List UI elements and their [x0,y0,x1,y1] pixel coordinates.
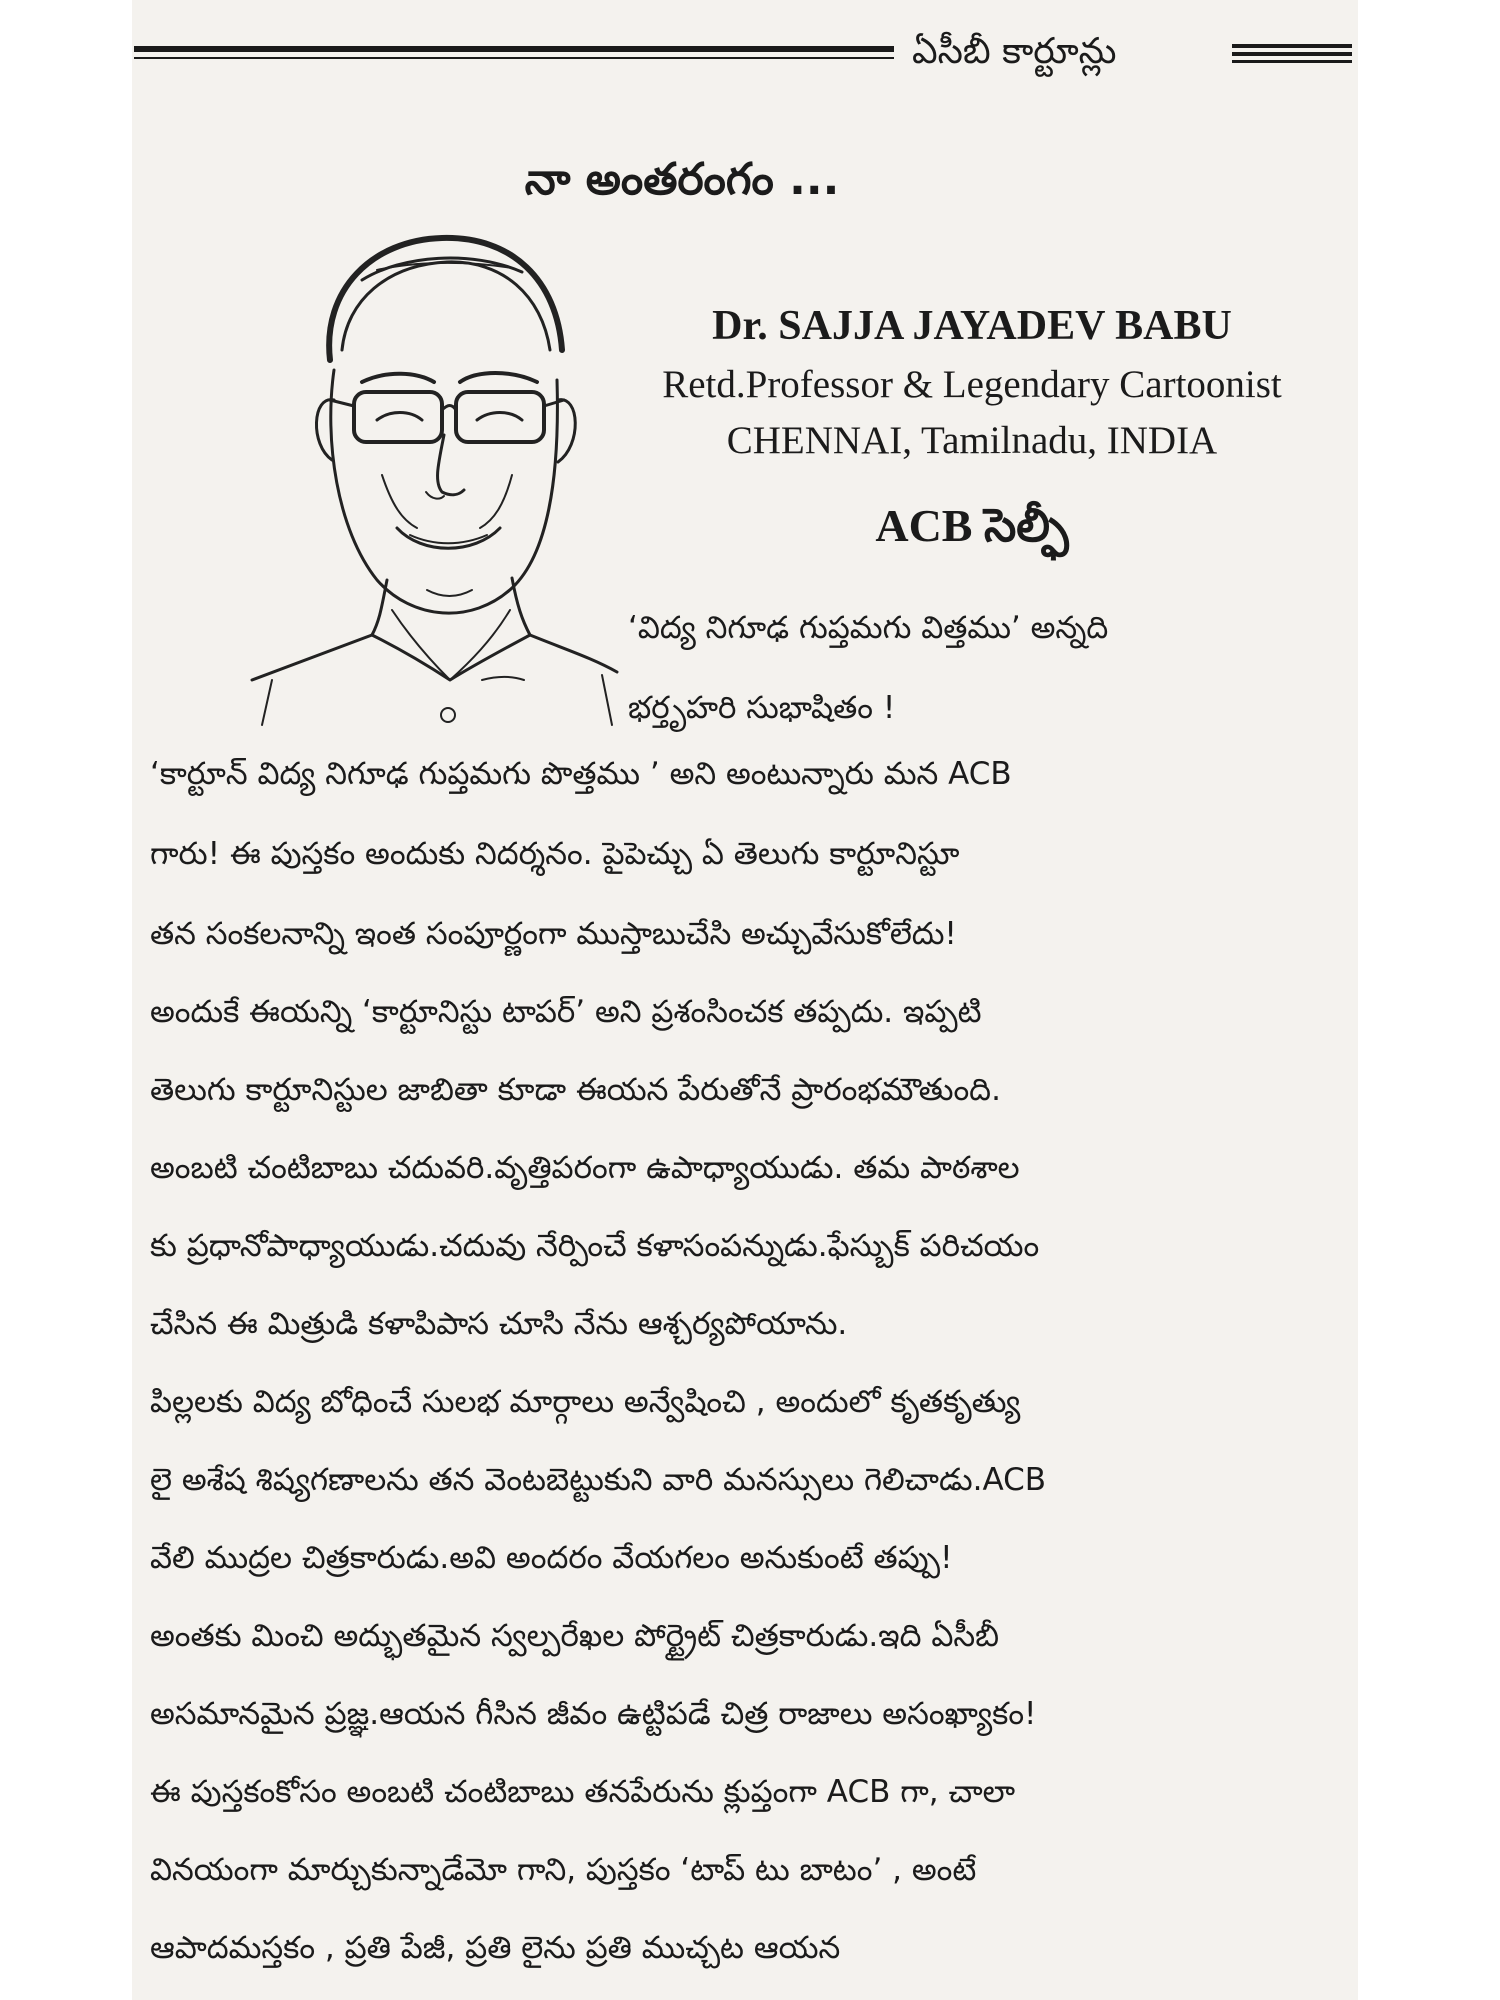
body-line: అంతకు మించి అద్భుతమైన స్వల్పరేఖల పోర్ట్రైట్ చిత్రకారుడు.ఇది ఏసీబీ [150,1618,1000,1654]
author-location: CHENNAI, Tamilnadu, INDIA [726,419,1218,462]
body-line: కు ప్రధానోపాధ్యాయుడు.చదువు నేర్పించే కళాసంపన్నుడు.ఫేస్బుక్ పరిచయం [150,1228,1040,1264]
header-rule-thick [134,46,894,52]
portrait-mouth [397,528,500,548]
header-rule-right-1 [1232,44,1352,48]
body-line: పిల్లలకు విద్య బోధించే సులభ మార్గాలు అన్వేషించి , అందులో కృతకృత్యు [150,1384,1021,1420]
running-title: ఏసీబీ కార్టూన్లు [912,31,1117,72]
header-rule-right-2 [1232,52,1352,56]
book-page [132,0,1358,2000]
running-header [132,28,1358,78]
body-line: లై అశేష శిష్యగణాలను తన వెంటబెట్టుకుని వారి మనస్సులు గెలిచాడు.ACB [150,1462,1047,1498]
body-line: తన సంకలనాన్ని ఇంత సంపూర్ణంగా ముస్తాబుచేసి అచ్చువేసుకోలేదు! [150,916,957,952]
header-rule-right-3 [1232,60,1352,63]
author-role: Retd.Professor & Legendary Cartoonist [662,363,1282,406]
body-line: ఆపాదమస్తకం , ప్రతి పేజీ, ప్రతి లైను ప్రతి ముచ్చట ఆయన [150,1930,841,1966]
body-line: గారు! ఈ పుస్తకం అందుకు నిదర్శనం. పైపెచ్చు ఏ తెలుగు కార్టూనిస్టూ [150,836,960,872]
section-title: నా అంతరంగం ... [524,154,840,205]
portrait-shoulder-right [530,635,617,672]
body-line: తెలుగు కార్టూనిస్టుల జాబితా కూడా ఈయన పేరుతోనే ప్రారంభమౌతుంది. [150,1072,1001,1108]
body-line: ‘కార్టూన్ విద్య నిగూఢ గుప్తమగు పొత్తము ’ అని అంటున్నారు మన ACB [150,756,1012,792]
author-name: Dr. SAJJA JAYADEV BABU [712,303,1232,349]
body-line: అంబటి చంటిబాబు చదువరి.వృత్తిపరంగా ఉపాధ్యాయుడు. తమ పాఠశాల [150,1150,1020,1186]
intro-line: భర్తృహరి సుభాషితం ! [628,690,896,726]
body-line: అసమానమైన ప్రజ్ఞ.ఆయన గీసిన జీవం ఉట్టిపడే చిత్ర రాజాలు అసంఖ్యాకం! [150,1696,1037,1732]
portrait-glasses-right [456,392,544,442]
body-line: వినయంగా మార్చుకున్నాడేమో గాని, పుస్తకం ‘టాప్ టు బాటం’ , అంటే [150,1852,977,1888]
body-line: వేలి ముద్రల చిత్రకారుడు.అవి అందరం వేయగలం అనుకుంటే తప్పు! [150,1540,953,1576]
header-rule-thin [134,57,894,59]
body-line: చేసిన ఈ మిత్రుడి కళాపిపాస చూసి నేను ఆశ్చర్యపోయాను. [150,1306,848,1342]
article-subtitle: ACB సెల్ఫీ [875,500,1069,551]
portrait-shoulder-left [252,635,372,680]
body-line: ఈ పుస్తకంకోసం అంబటి చంటిబాబు తనపేరును క్లుప్తంగా ACB గా, చాలా [150,1774,1016,1810]
body-line: అందుకే ఈయన్ని ‘కార్టూనిస్టు టాపర్’ అని ప్రశంసించక తప్పదు. ఇప్పటి [150,994,982,1030]
portrait-glasses-left [354,392,442,442]
portrait-sketch [212,210,632,730]
intro-line: ‘విద్య నిగూఢ గుప్తమగు విత్తము’ అన్నది [628,610,1109,646]
portrait-button [441,708,455,722]
